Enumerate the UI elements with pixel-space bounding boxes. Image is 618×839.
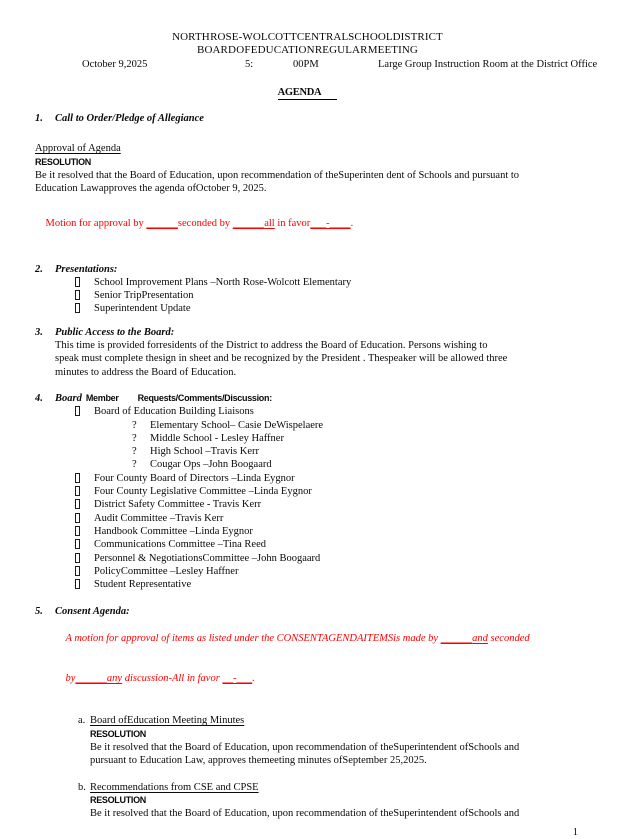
page-number: 1 [572, 826, 578, 838]
consent-item-b [78, 781, 580, 821]
resolution-text-line: Be it resolved that the Board of Education, upon recommendation of theSuperintendent ofSchools and [90, 808, 520, 820]
question-bullet-icon: ? [132, 432, 137, 444]
box-bullet-icon [75, 486, 80, 496]
meeting-title: BOARD OF EDUCATION REGULAR MEETING [197, 44, 418, 57]
motion-blank: ______ [75, 672, 107, 684]
section-number: 4. [35, 392, 43, 404]
box-bullet-icon [75, 513, 80, 523]
list-item: School Improvement Plans –North Rose-Wolcott Elementary [75, 276, 580, 289]
box-bullet-icon [75, 290, 80, 300]
item-b-heading: Recommendations from CSE and CPSE [90, 781, 259, 793]
public-access-text: This time is provided forresidents of the District to address the Board of Education. Persons wishing to speak must complete thesign in sheet and be recognized by the President . Thespeaker will be allowed three minutes to address the Board of Education. [55, 340, 508, 378]
section-number: 5. [35, 606, 43, 618]
list-item: Audit Committee –Travis Kerr [75, 512, 580, 525]
consent-motion-line: A motion for approval of items as listed under the CONSENTAGENDAITEMSis made by ______and seconded [65, 632, 530, 644]
question-bullet-icon: ? [132, 446, 137, 458]
box-bullet-icon [75, 526, 80, 536]
item-letter: b. [78, 781, 86, 793]
motion-blank: ______ [232, 217, 265, 229]
item-letter: a. [78, 715, 86, 727]
motion-blank: ___-____ [310, 217, 351, 229]
section-heading-text: Public Access to the Board: [55, 326, 175, 338]
box-bullet-icon [75, 539, 80, 549]
box-bullet-icon [75, 406, 80, 416]
section-number: 3. [35, 326, 43, 338]
motion-blank: ______ [440, 632, 473, 644]
resolution-label: RESOLUTION [35, 156, 92, 167]
list-item: Handbook Committee –Linda Eygnor [75, 525, 580, 538]
item-a-heading: Board ofEducation Meeting Minutes [90, 715, 245, 727]
section-1-heading [35, 112, 580, 125]
meeting-info-row [35, 58, 598, 71]
box-bullet-icon [75, 499, 80, 509]
resolution-text-line: pursuant to Education Law, approves themeeting minutes ofSeptember 25,2025. [90, 755, 427, 767]
agenda-heading: AGENDA [35, 86, 580, 99]
resolution-text-line: Be it resolved that the Board of Education, upon recommendation of theSuperinten dent of Schools and pursuant to [35, 170, 520, 182]
list-item: Senior TripPresentation [75, 289, 580, 302]
section-heading-text: Consent Agenda: [55, 606, 130, 618]
motion-approval-line: Motion for approval by ______seconded by ______all in favor___-____. [45, 217, 354, 229]
resolution-text-line: Be it resolved that the Board of Education, upon recommendation of theSuperintendent ofSchools and [90, 742, 520, 754]
list-item: Student Representative [75, 578, 580, 591]
question-bullet-icon: ? [132, 459, 137, 471]
sub-list-item: ? Elementary School– Casie DeWispelaere [132, 419, 324, 431]
section-heading-text: Presentations: [55, 263, 118, 275]
section-heading-text: Board [55, 392, 82, 404]
box-bullet-icon [75, 303, 80, 313]
section-5-heading [35, 605, 580, 618]
resolution-label: RESOLUTION [90, 794, 147, 805]
consent-item-a [78, 714, 580, 767]
list-item: Personnel & NegotiationsCommittee –John Boogaard [75, 552, 580, 565]
list-item: Four County Legislative Committee –Linda Eygnor [75, 485, 580, 498]
section-heading-narrow: Requests/Comments/Discussion: [137, 392, 272, 403]
meeting-time-minutes: 00PM [293, 58, 319, 70]
sub-list-item: ? High School –Travis Kerr [132, 446, 259, 458]
sub-list-item: ? Cougar Ops –John Boogaard [132, 459, 272, 471]
meeting-location: Large Group Instruction Room at the District Office [378, 58, 598, 70]
question-bullet-icon: ? [132, 419, 137, 431]
list-item: Superintendent Update [75, 302, 580, 315]
approval-of-agenda-block [35, 142, 580, 195]
box-bullet-icon [75, 277, 80, 287]
section-2-heading [35, 263, 580, 276]
section-number: 1. [35, 113, 43, 125]
resolution-label: RESOLUTION [90, 728, 147, 739]
box-bullet-icon [75, 579, 80, 589]
section-heading-narrow: Member [85, 392, 119, 403]
resolution-text-line: Education Lawapproves the agenda ofOctober 9, 2025. [35, 183, 267, 195]
motion-blank: ______ [146, 217, 178, 229]
list-item: District Safety Committee - Travis Kerr [75, 498, 580, 511]
sub-list-item: ? Middle School - Lesley Haffner [132, 432, 284, 444]
list-item: Communications Committee –Tina Reed [75, 538, 580, 551]
box-bullet-icon [75, 473, 80, 483]
motion-blank: __-___ [222, 672, 253, 684]
box-bullet-icon [75, 566, 80, 576]
section-heading-text: Call to Order/Pledge of Allegiance [55, 113, 204, 125]
section-4-heading [35, 392, 580, 405]
meeting-date: October 9,2025 [82, 58, 148, 70]
list-item: Board of Education Building Liaisons [75, 405, 580, 418]
district-title: NORTH ROSE-WOLCOTT CENTRAL SCHOOL DISTRICT [172, 31, 443, 43]
approval-of-agenda-heading: Approval of Agenda [35, 143, 121, 155]
list-item: Four County Board of Directors –Linda Eygnor [75, 472, 580, 485]
list-item: PolicyCommittee –Lesley Haffner [75, 565, 580, 578]
section-3-heading [35, 326, 580, 339]
meeting-time-hour: 5: [245, 58, 254, 70]
consent-motion-line: by______any discussion-All in favor __-___. [65, 672, 255, 684]
box-bullet-icon [75, 553, 80, 563]
section-number: 2. [35, 263, 43, 275]
